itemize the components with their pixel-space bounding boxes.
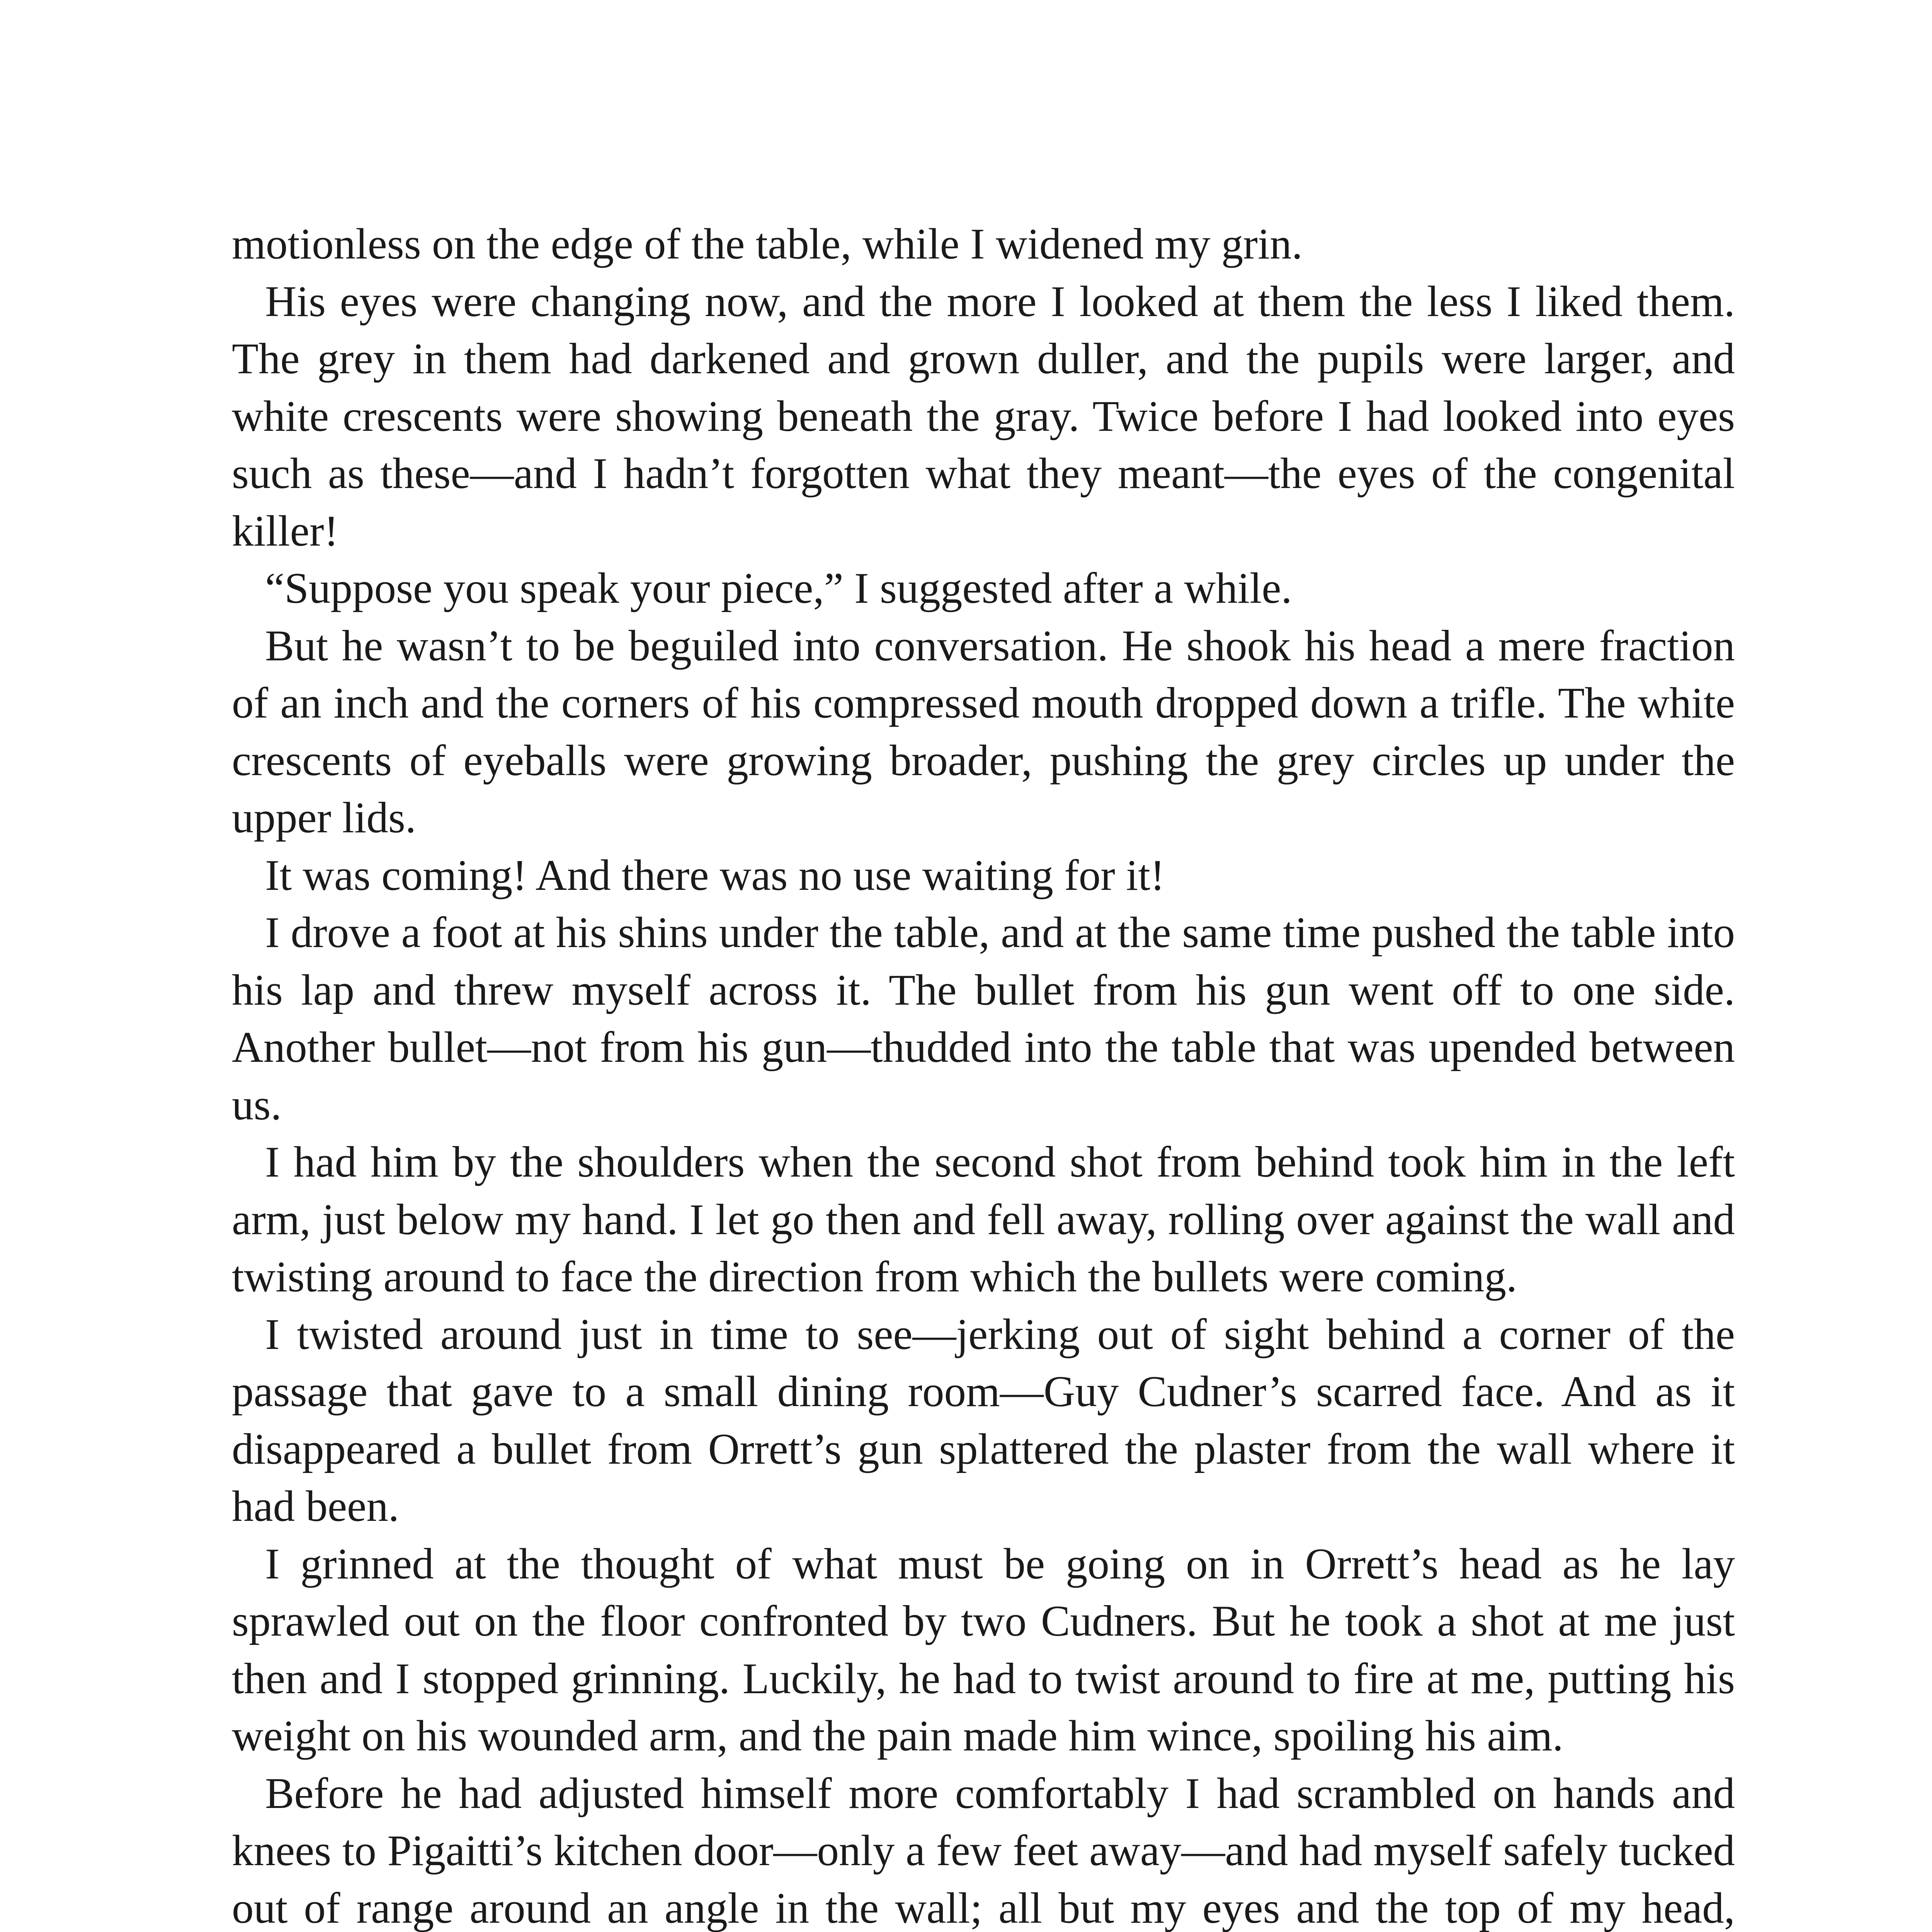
paragraph-5: It was coming! And there was no use waiting for it! (265, 851, 1165, 900)
page-text (232, 216, 1735, 1932)
paragraph-3: “Suppose you speak your piece,” I suggested after a while. (265, 564, 1292, 612)
paragraph-6: I drove a foot at his shins under the table, and at the same time pushed the table into his lap and threw myself across it. The bullet from his gun went off to one side. Another bullet—not from his gun—thudded into the table that was upended between us. (232, 908, 1735, 1129)
paragraph-7: I had him by the shoulders when the second shot from behind took him in the left arm, just below my hand. I let go then and fell away, rolling over against the wall and twisting around to face the direction from which the bullets were coming. (232, 1138, 1735, 1301)
paragraph-8: I twisted around just in time to see—jerking out of sight behind a corner of the passage that gave to a small dining room—Guy Cudner’s scarred face. And as it disappeared a bullet from Orrett’s gun splattered the plaster from the wall where it had been. (232, 1310, 1735, 1531)
paragraph-1: motionless on the edge of the table, while I widened my grin. (232, 220, 1303, 268)
paragraph-9: I grinned at the thought of what must be going on in Orrett’s head as he lay sprawled out on the floor confronted by two Cudners. But he took a shot at me just then and I stopped grinning. Luckily, he had to twist around to fire at me, putting his weight on his wounded arm, and the pain made him wince, spoiling his aim. (232, 1539, 1735, 1760)
paragraph-2: His eyes were changing now, and the more I looked at them the less I liked them. The grey in them had darkened and grown duller, and the pupils were larger, and white crescents were showing beneath the gray. Twice before I had looked into eyes such as these—and I hadn’t forgotten what they meant—the eyes of the congenital killer! (232, 277, 1735, 555)
paragraph-4: But he wasn’t to be beguiled into conversation. He shook his head a mere fraction of an inch and the corners of his compressed mouth dropped down a trifle. The white crescents of eyeballs were growing broader, pushing the grey circles up under the upper lids. (232, 621, 1735, 842)
paragraph-10: Before he had adjusted himself more comfortably I had scrambled on hands and knees to Pigaitti’s kitchen door—only a few feet away—and had myself safely tucked out of range around an angle in the wall; all but my eyes and the top of my head, (232, 1769, 1735, 1932)
